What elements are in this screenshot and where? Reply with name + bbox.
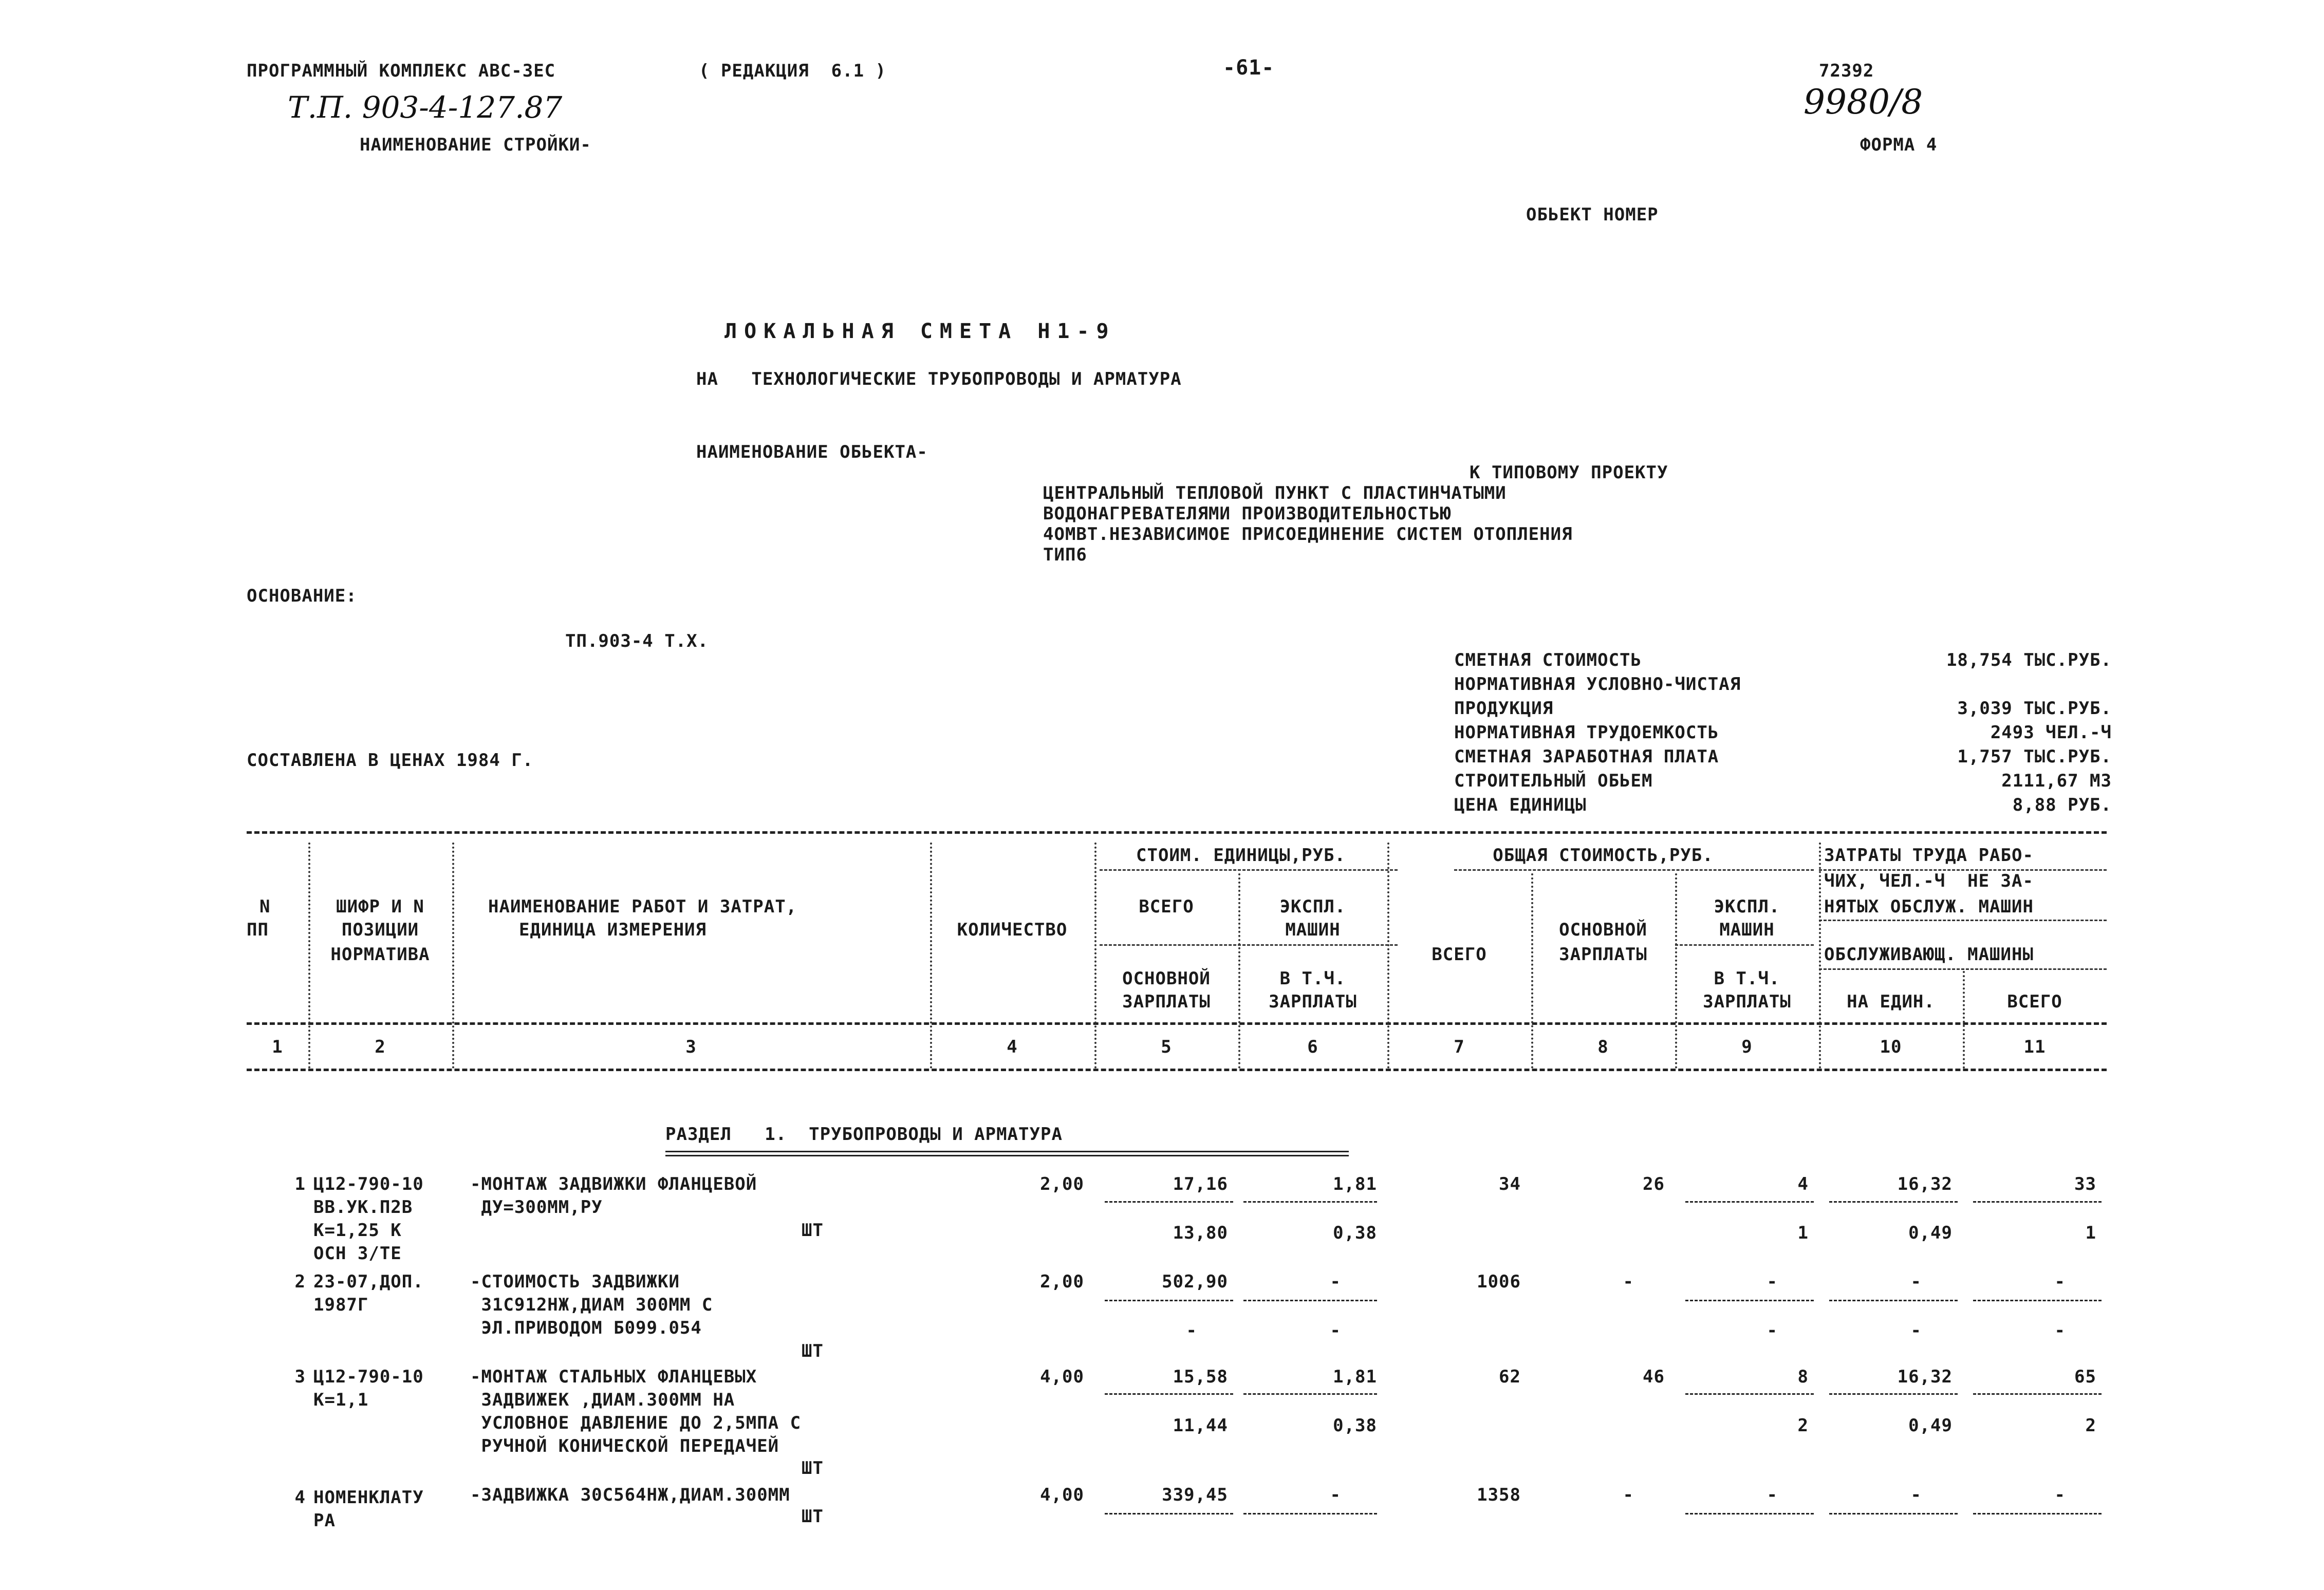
column-separator	[1819, 843, 1821, 1069]
summary-label: НОРМАТИВНАЯ УСЛОВНО-ЧИСТАЯ	[1454, 674, 1741, 695]
total-wage-label: ОСНОВНОЙ	[1559, 920, 1647, 940]
unit-cost-label: СТОИМ. ЕДИНИЦЫ,РУБ.	[1136, 845, 1346, 866]
estimate-title: ЛОКАЛЬНАЯ СМЕТА Н1-9	[724, 320, 1116, 343]
cell-divider	[1829, 1393, 1958, 1395]
unit-total-label: ВСЕГО	[1139, 896, 1194, 917]
row-unit-machines: -	[1330, 1271, 1341, 1292]
column-number: 5	[1161, 1037, 1172, 1057]
total-machines-label: ЭКСПЛ.	[1714, 896, 1780, 917]
object-line: ЦЕНТРАЛЬНЫЙ ТЕПЛОВОЙ ПУНКТ С ПЛАСТИНЧАТЫМИ	[1043, 483, 1507, 503]
cell-divider	[1243, 1513, 1377, 1514]
summary-label: ПРОДУКЦИЯ	[1454, 698, 1554, 719]
summary-value: 18,754 ТЫС.РУБ.	[1946, 650, 2112, 670]
row-labor-unit: -	[1910, 1485, 1922, 1505]
row-code: ВВ.УК.П2В	[313, 1197, 413, 1218]
header-bottom-border	[247, 1022, 2107, 1025]
row-labor-service-unit: 0,49	[1908, 1415, 1953, 1436]
total-incl-label: В Т.Ч.	[1714, 968, 1780, 989]
total-incl-label: ЗАРПЛАТЫ	[1703, 992, 1791, 1012]
object-line: ТИП6	[1043, 545, 1087, 565]
row-qty: 4,00	[1040, 1367, 1084, 1387]
section-underline	[665, 1155, 1349, 1156]
row-unit-total: 15,58	[1173, 1367, 1228, 1387]
row-labor-all: 33	[2074, 1174, 2096, 1194]
row-unit-total: 339,45	[1162, 1485, 1228, 1505]
row-unit-total: 502,90	[1162, 1271, 1228, 1292]
handwritten-project-code: Т.П. 903-4-127.87	[288, 90, 563, 125]
row-unit-machines: -	[1330, 1485, 1341, 1505]
row-name: -МОНТАЖ ЗАДВИЖКИ ФЛАНЦЕВОЙ	[470, 1174, 757, 1194]
column-number: 6	[1307, 1037, 1318, 1057]
doc-code: 72392	[1819, 61, 1874, 81]
row-total-all: 62	[1499, 1367, 1521, 1387]
row-name: -МОНТАЖ СТАЛЬНЫХ ФЛАНЦЕВЫХ	[470, 1367, 757, 1387]
column-number: 3	[685, 1037, 697, 1057]
total-machines-label: МАШИН	[1719, 920, 1775, 940]
summary-row	[1454, 795, 2112, 819]
header-subline	[1675, 944, 1814, 946]
col-n-label: N	[259, 896, 271, 917]
row-labor-all: 65	[2074, 1367, 2096, 1387]
labor-label: НЯТЫХ ОБСЛУЖ. МАШИН	[1824, 896, 2034, 917]
estimate-subject: НА ТЕХНОЛОГИЧЕСКИЕ ТРУБОПРОВОДЫ И АРМАТУРА	[696, 369, 1182, 389]
unit-wage-label: ОСНОВНОЙ	[1122, 968, 1211, 989]
row-code: К=1,1	[313, 1390, 369, 1410]
total-wage-label: ЗАРПЛАТЫ	[1559, 944, 1647, 965]
row-number: 4	[294, 1487, 306, 1508]
col-code-label: НОРМАТИВА	[330, 944, 430, 965]
cell-divider	[1685, 1201, 1814, 1203]
col-n-label: ПП	[247, 920, 269, 940]
row-labor-unit: 16,32	[1897, 1367, 1953, 1387]
summary-label: СМЕТНАЯ СТОИМОСТЬ	[1454, 650, 1642, 670]
column-number: 2	[375, 1037, 386, 1057]
row-name: ЗАДВИЖЕК ,ДИАМ.300ММ НА	[470, 1390, 735, 1410]
row-total-wage: 26	[1643, 1174, 1665, 1194]
summary-label: СМЕТНАЯ ЗАРАБОТНАЯ ПЛАТА	[1454, 746, 1719, 767]
row-labor-all: -	[2054, 1485, 2066, 1505]
summary-row	[1454, 698, 2112, 722]
object-number-label: ОБЬЕКТ НОМЕР	[1526, 204, 1659, 225]
row-code: ОСН 3/ТЕ	[313, 1243, 402, 1264]
column-separator	[452, 843, 454, 1069]
object-description	[1043, 462, 1668, 565]
summary-row	[1454, 650, 2112, 674]
row-total-incl: -	[1767, 1320, 1778, 1341]
row-labor-unit: -	[1910, 1271, 1922, 1292]
object-line: 4ОМВТ.НЕЗАВИСИМОЕ ПРИСОЕДИНЕНИЕ СИСТЕМ ОТОПЛЕНИЯ	[1043, 524, 1573, 545]
summary-row	[1454, 674, 2112, 698]
column-number: 7	[1454, 1037, 1465, 1057]
program-name: ПРОГРАММНЫЙ КОМПЛЕКС АВС-3ЕС	[247, 61, 556, 81]
row-total-all: 1006	[1477, 1271, 1521, 1292]
section-title: РАЗДЕЛ 1. ТРУБОПРОВОДЫ И АРМАТУРА	[665, 1124, 1063, 1145]
row-name: РУЧНОЙ КОНИЧЕСКОЙ ПЕРЕДАЧЕЙ	[470, 1436, 779, 1456]
cell-divider	[1243, 1300, 1377, 1301]
row-labor-service-unit: -	[1910, 1320, 1922, 1341]
col-code-label: ПОЗИЦИИ	[341, 920, 419, 940]
row-unit-total: 17,16	[1173, 1174, 1228, 1194]
row-labor-service-all: 2	[2085, 1415, 2096, 1436]
column-separator	[1094, 843, 1096, 1069]
cell-divider	[1829, 1513, 1958, 1514]
row-unit-incl: 0,38	[1333, 1415, 1377, 1436]
row-number: 2	[294, 1271, 306, 1292]
row-unit-machines: 1,81	[1333, 1367, 1377, 1387]
row-qty: 2,00	[1040, 1271, 1084, 1292]
summary-row	[1454, 771, 2112, 795]
summary-value: 2493 ЧЕЛ.-Ч	[1990, 722, 2112, 743]
row-name: ДУ=300ММ,РУ	[470, 1197, 603, 1218]
row-unit-wage: 11,44	[1173, 1415, 1228, 1436]
header-subline	[1819, 968, 2107, 970]
column-number: 8	[1597, 1037, 1609, 1057]
cell-divider	[1243, 1201, 1377, 1203]
labor-all-label: ВСЕГО	[2007, 992, 2062, 1012]
row-code: Ц12-790-10	[313, 1367, 424, 1387]
row-name: -ЗАДВИЖКА 30С564НЖ,ДИАМ.300ММ	[470, 1485, 790, 1505]
summary-label: СТРОИТЕЛЬНЫЙ ОБЬЕМ	[1454, 771, 1653, 791]
col-qty-label: КОЛИЧЕСТВО	[957, 920, 1068, 940]
summary-block	[1454, 650, 2112, 819]
cell-divider	[1973, 1393, 2102, 1395]
unit-machines-label: ЭКСПЛ.	[1279, 896, 1346, 917]
labor-label: ЗАТРАТЫ ТРУДА РАБО-	[1824, 845, 2034, 866]
row-labor-service-all: -	[2054, 1320, 2066, 1341]
cell-divider	[1243, 1393, 1377, 1395]
col-name-label: НАИМЕНОВАНИЕ РАБОТ И ЗАТРАТ,	[488, 896, 797, 917]
row-total-incl: 1	[1797, 1223, 1809, 1243]
row-name: 31С912НЖ,ДИАМ 300ММ С	[470, 1295, 713, 1315]
labor-service-label: ОБСЛУЖИВАЮЩ. МАШИНЫ	[1824, 944, 2034, 965]
row-code: 23-07,ДОП.	[313, 1271, 424, 1292]
section-underline	[665, 1151, 1349, 1152]
row-unit-wage: -	[1186, 1320, 1197, 1341]
row-code: 1987Г	[313, 1295, 369, 1315]
form-label: ФОРМА 4	[1860, 135, 1938, 155]
table-top-border	[247, 831, 2107, 834]
summary-label: НОРМАТИВНАЯ ТРУДОЕМКОСТЬ	[1454, 722, 1719, 743]
cell-divider	[1829, 1201, 1958, 1203]
row-code: НОМЕНКЛАТУ	[313, 1487, 424, 1508]
object-name-label: НАИМЕНОВАНИЕ ОБЬЕКТА-	[696, 442, 928, 462]
row-labor-service-all: 1	[2085, 1223, 2096, 1243]
row-labor-unit: 16,32	[1897, 1174, 1953, 1194]
edition-label: ( РЕДАКЦИЯ 6.1 )	[699, 61, 886, 81]
cell-divider	[1829, 1300, 1958, 1301]
unit-machines-label: МАШИН	[1285, 920, 1341, 940]
labor-label: ЧИХ, ЧЕЛ.-Ч НЕ ЗА-	[1824, 871, 2034, 891]
cell-divider	[1973, 1513, 2102, 1514]
unit-incl-label: ЗАРПЛАТЫ	[1269, 992, 1357, 1012]
row-unit: ШТ	[802, 1341, 824, 1361]
row-total-all: 34	[1499, 1174, 1521, 1194]
header-subline	[1100, 869, 1398, 871]
row-unit: ШТ	[802, 1458, 824, 1479]
row-unit-machines: 1,81	[1333, 1174, 1377, 1194]
row-number: 1	[294, 1174, 306, 1194]
row-total-all: 1358	[1477, 1485, 1521, 1505]
cell-divider	[1105, 1300, 1233, 1301]
total-cost-label: ОБЩАЯ СТОИМОСТЬ,РУБ.	[1493, 845, 1714, 866]
row-unit-incl: -	[1330, 1320, 1341, 1341]
column-number: 10	[1880, 1037, 1902, 1057]
col-name-label: ЕДИНИЦА ИЗМЕРЕНИЯ	[519, 920, 707, 940]
row-name: ЭЛ.ПРИВОДОМ Б099.054	[470, 1318, 702, 1338]
handwritten-sheet-number: 9980/8	[1804, 82, 1923, 122]
construction-label: НАИМЕНОВАНИЕ СТРОЙКИ-	[360, 135, 591, 155]
cell-divider	[1685, 1300, 1814, 1301]
column-number: 1	[272, 1037, 283, 1057]
header-subline	[1454, 869, 1814, 871]
row-unit-incl: 0,38	[1333, 1223, 1377, 1243]
cell-divider	[1973, 1300, 2102, 1301]
row-total-incl: 2	[1797, 1415, 1809, 1436]
row-qty: 2,00	[1040, 1174, 1084, 1194]
cell-divider	[1685, 1513, 1814, 1514]
summary-value: 3,039 ТЫС.РУБ.	[1957, 698, 2112, 719]
summary-value: 8,88 РУБ.	[2012, 795, 2112, 815]
column-separator	[930, 843, 932, 1069]
row-unit: ШТ	[802, 1506, 824, 1527]
cell-divider	[1105, 1393, 1233, 1395]
header-subline	[1819, 920, 2107, 921]
column-number: 11	[2023, 1037, 2046, 1057]
row-total-wage: 46	[1643, 1367, 1665, 1387]
summary-label: ЦЕНА ЕДИНИЦЫ	[1454, 795, 1587, 815]
cell-divider	[1105, 1201, 1233, 1203]
row-labor-service-unit: 0,49	[1908, 1223, 1953, 1243]
row-code: Ц12-790-10	[313, 1174, 424, 1194]
row-code: РА	[313, 1510, 336, 1531]
row-total-wage: -	[1623, 1485, 1634, 1505]
unit-incl-label: В Т.Ч.	[1279, 968, 1346, 989]
object-line: К ТИПОВОМУ ПРОЕКТУ	[1470, 462, 1668, 483]
header-subline	[1100, 944, 1398, 946]
row-code: К=1,25 К	[313, 1220, 402, 1241]
row-total-machines: -	[1767, 1485, 1778, 1505]
object-line: ВОДОНАГРЕВАТЕЛЯМИ ПРОИЗВОДИТЕЛЬНОСТЬЮ	[1043, 503, 1452, 524]
row-labor-all: -	[2054, 1271, 2066, 1292]
prices-year: СОСТАВЛЕНА В ЦЕНАХ 1984 Г.	[247, 750, 534, 771]
row-name: УСЛОВНОЕ ДАВЛЕНИЕ ДО 2,5МПА С	[470, 1413, 802, 1433]
col-code-label: ШИФР И N	[336, 896, 424, 917]
cell-divider	[1105, 1513, 1233, 1514]
labor-unit-label: НА ЕДИН.	[1847, 992, 1935, 1012]
basis-value: ТП.903-4 Т.Х.	[565, 631, 709, 651]
row-unit-wage: 13,80	[1173, 1223, 1228, 1243]
summary-value: 1,757 ТЫС.РУБ.	[1957, 746, 2112, 767]
row-number: 3	[294, 1367, 306, 1387]
column-number: 4	[1007, 1037, 1018, 1057]
unit-wage-label: ЗАРПЛАТЫ	[1122, 992, 1211, 1012]
basis-label: ОСНОВАНИЕ:	[247, 586, 357, 606]
row-name: -СТОИМОСТЬ ЗАДВИЖКИ	[470, 1271, 680, 1292]
row-total-wage: -	[1623, 1271, 1634, 1292]
total-all-label: ВСЕГО	[1431, 944, 1487, 965]
cell-divider	[1973, 1201, 2102, 1203]
cell-divider	[1685, 1393, 1814, 1395]
row-total-machines: 4	[1797, 1174, 1809, 1194]
summary-value: 2111,67 М3	[2001, 771, 2112, 791]
row-unit: ШТ	[802, 1220, 824, 1241]
row-total-machines: -	[1767, 1271, 1778, 1292]
summary-row	[1454, 722, 2112, 746]
row-total-machines: 8	[1797, 1367, 1809, 1387]
row-qty: 4,00	[1040, 1485, 1084, 1505]
numbers-bottom-border	[247, 1069, 2107, 1071]
page-number: -61-	[1223, 56, 1275, 80]
summary-row	[1454, 746, 2112, 771]
column-number: 9	[1741, 1037, 1753, 1057]
